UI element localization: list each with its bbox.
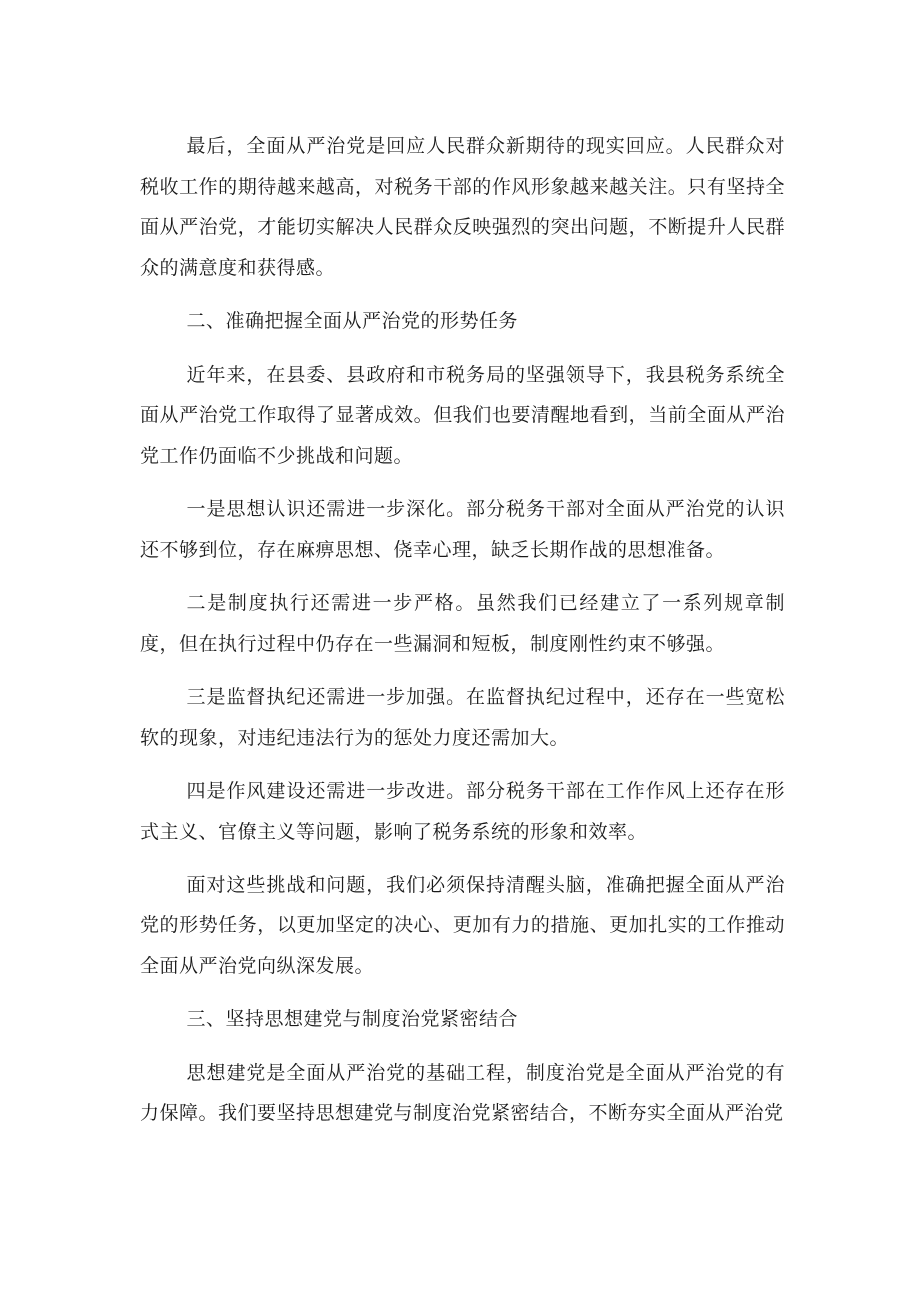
section-heading-3: 三、坚持思想建党与制度治党紧密结合 <box>186 1008 519 1031</box>
paragraph-point-2: 二是制度执行还需进一步严格。虽然我们已经建立了一系列规章制度，但在执行过程中仍存在一些漏洞和短板，制度刚性约束不够强。 <box>140 592 785 655</box>
document-body <box>140 126 785 1146</box>
paragraph-point-4: 四是作风建设还需进一步改进。部分税务干部在工作作风上还存在形式主义、官僚主义等问题，影响了税务系统的形象和效率。 <box>140 779 785 843</box>
paragraph-recent-years: 近年来，在县委、县政府和市税务局的坚强领导下，我县税务系统全面从严治党工作取得了显著成效。但我们也要清醒地看到，当前全面从严治党工作仍面临不少挑战和问题。 <box>140 363 785 467</box>
paragraph-ideological-building: 思想建党是全面从严治党的基础工程，制度治党是全面从严治党的有力保障。我们要坚持思想建党与制度治党紧密结合，不断夯实全面从严治党 <box>140 1061 785 1125</box>
paragraph-point-3: 三是监督执纪还需进一步加强。在监督执纪过程中，还存在一些宽松软的现象，对违纪违法行为的惩处力度还需加大。 <box>140 685 785 749</box>
paragraph-closing-reason: 最后，全面从严治党是回应人民群众新期待的现实回应。人民群众对税收工作的期待越来越高，对税务干部的作风形象越来越关注。只有坚持全面从严治党，才能切实解决人民群众反映强烈的突出问题，不断提升人民群众的满意度和获得感。 <box>140 135 785 280</box>
section-heading-2: 二、准确把握全面从严治党的形势任务 <box>186 310 519 333</box>
paragraph-point-1: 一是思想认识还需进一步深化。部分税务干部对全面从严治党的认识还不够到位，存在麻痹思想、侥幸心理，缺乏长期作战的思想准备。 <box>140 498 785 561</box>
paragraph-facing-challenges: 面对这些挑战和问题，我们必须保持清醒头脑，准确把握全面从严治党的形势任务，以更加坚定的决心、更加有力的措施、更加扎实的工作推动全面从严治党向纵深发展。 <box>140 873 785 978</box>
